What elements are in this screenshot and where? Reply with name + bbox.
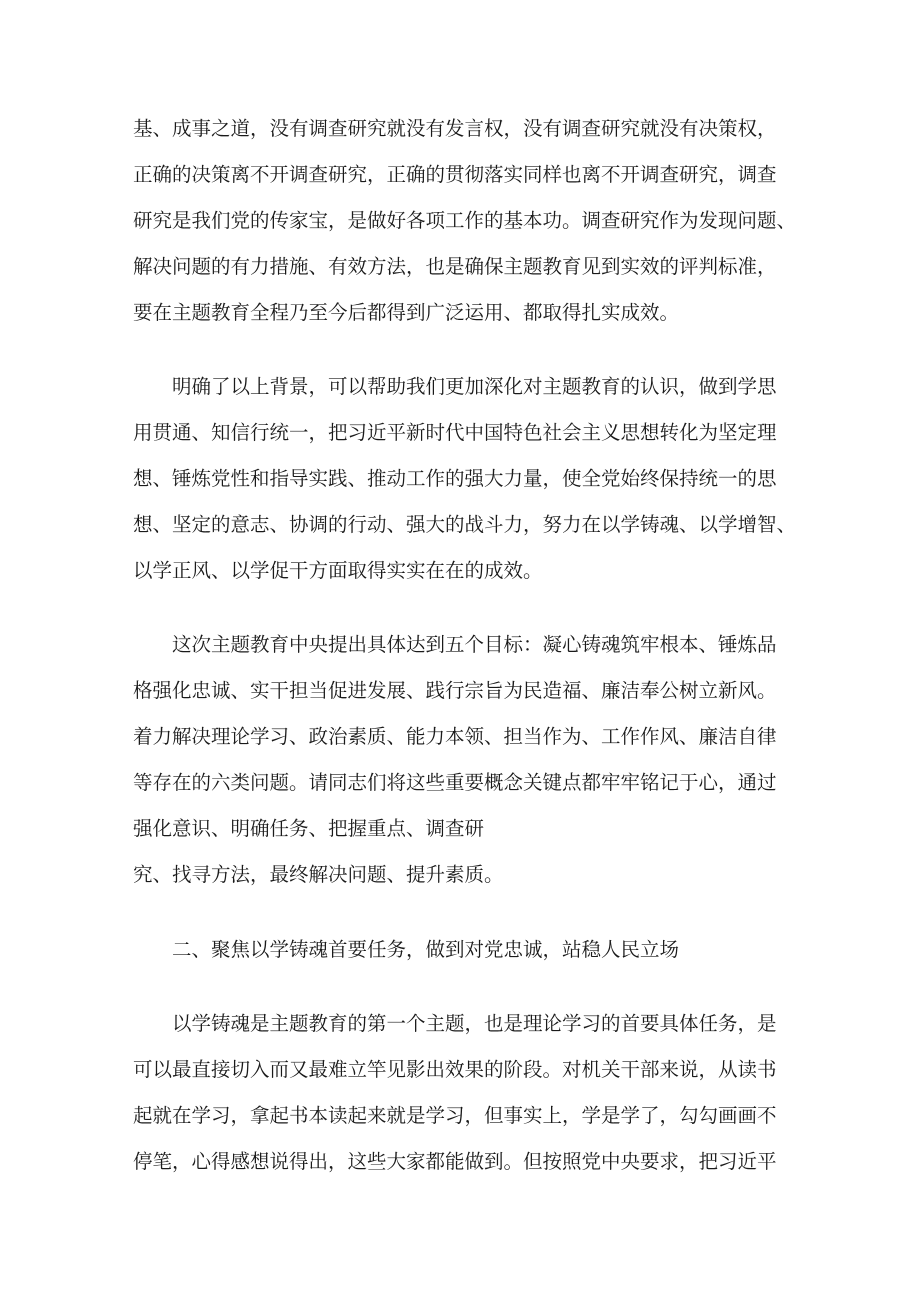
paragraph-line: 想、坚定的意志、协调的行动、强大的战斗力，努力在以学铸魂、以学增智、 [133,513,797,536]
paragraph-line: 等存在的六类问题。请同志们将这些重要概念关键点都牢牢铭记于心，通过 [133,771,777,794]
paragraph-line: 解决问题的有力措施、有效方法，也是确保主题教育见到实效的评判标准， [133,255,777,278]
paragraph-line: 格强化忠诚、实干担当促进发展、践行宗旨为民造福、廉洁奉公树立新风。 [133,679,777,702]
paragraph-line: 基、成事之道，没有调查研究就没有发言权，没有调查研究就没有决策权， [133,117,777,140]
paragraph-line: 要在主题教育全程乃至今后都得到广泛运用、都取得扎实成效。 [133,301,680,324]
paragraph-line: 着力解决理论学习、政治素质、能力本领、担当作为、工作作风、廉洁自律 [133,725,777,748]
paragraph-line: 以学正风、以学促干方面取得实实在在的成效。 [133,559,543,582]
paragraph-line: 究、找寻方法，最终解决问题、提升素质。 [133,863,504,886]
paragraph-line: 用贯通、知信行统一，把习近平新时代中国特色社会主义思想转化为坚定理 [133,421,777,444]
paragraph-line: 想、锤炼党性和指导实践、推动工作的强大力量，使全党始终保持统一的思 [133,467,777,490]
paragraph-line: 强化意识、明确任务、把握重点、调查研 [133,817,485,840]
paragraph-line: 停笔，心得感想说得出，这些大家都能做到。但按照党中央要求，把习近平 [133,1150,777,1173]
paragraph-line: 正确的决策离不开调查研究，正确的贯彻落实同样也离不开调查研究，调查 [133,163,777,186]
paragraph-line: 研究是我们党的传家宝，是做好各项工作的基本功。调查研究作为发现问题、 [133,209,797,232]
section-heading: 二、聚焦以学铸魂首要任务，做到对党忠诚，站稳人民立场 [172,938,680,961]
paragraph-first-line: 以学铸魂是主题教育的第一个主题，也是理论学习的首要具体任务，是 [172,1012,777,1035]
paragraph-first-line: 这次主题教育中央提出具体达到五个目标：凝心铸魂筑牢根本、锤炼品 [172,633,777,656]
paragraph-line: 可以最直接切入而又最难立竿见影出效果的阶段。对机关干部来说，从读书 [133,1058,777,1081]
paragraph-first-line: 明确了以上背景，可以帮助我们更加深化对主题教育的认识，做到学思 [172,375,777,398]
paragraph-line: 起就在学习，拿起书本读起来就是学习，但事实上，学是学了，勾勾画画不 [133,1104,777,1127]
